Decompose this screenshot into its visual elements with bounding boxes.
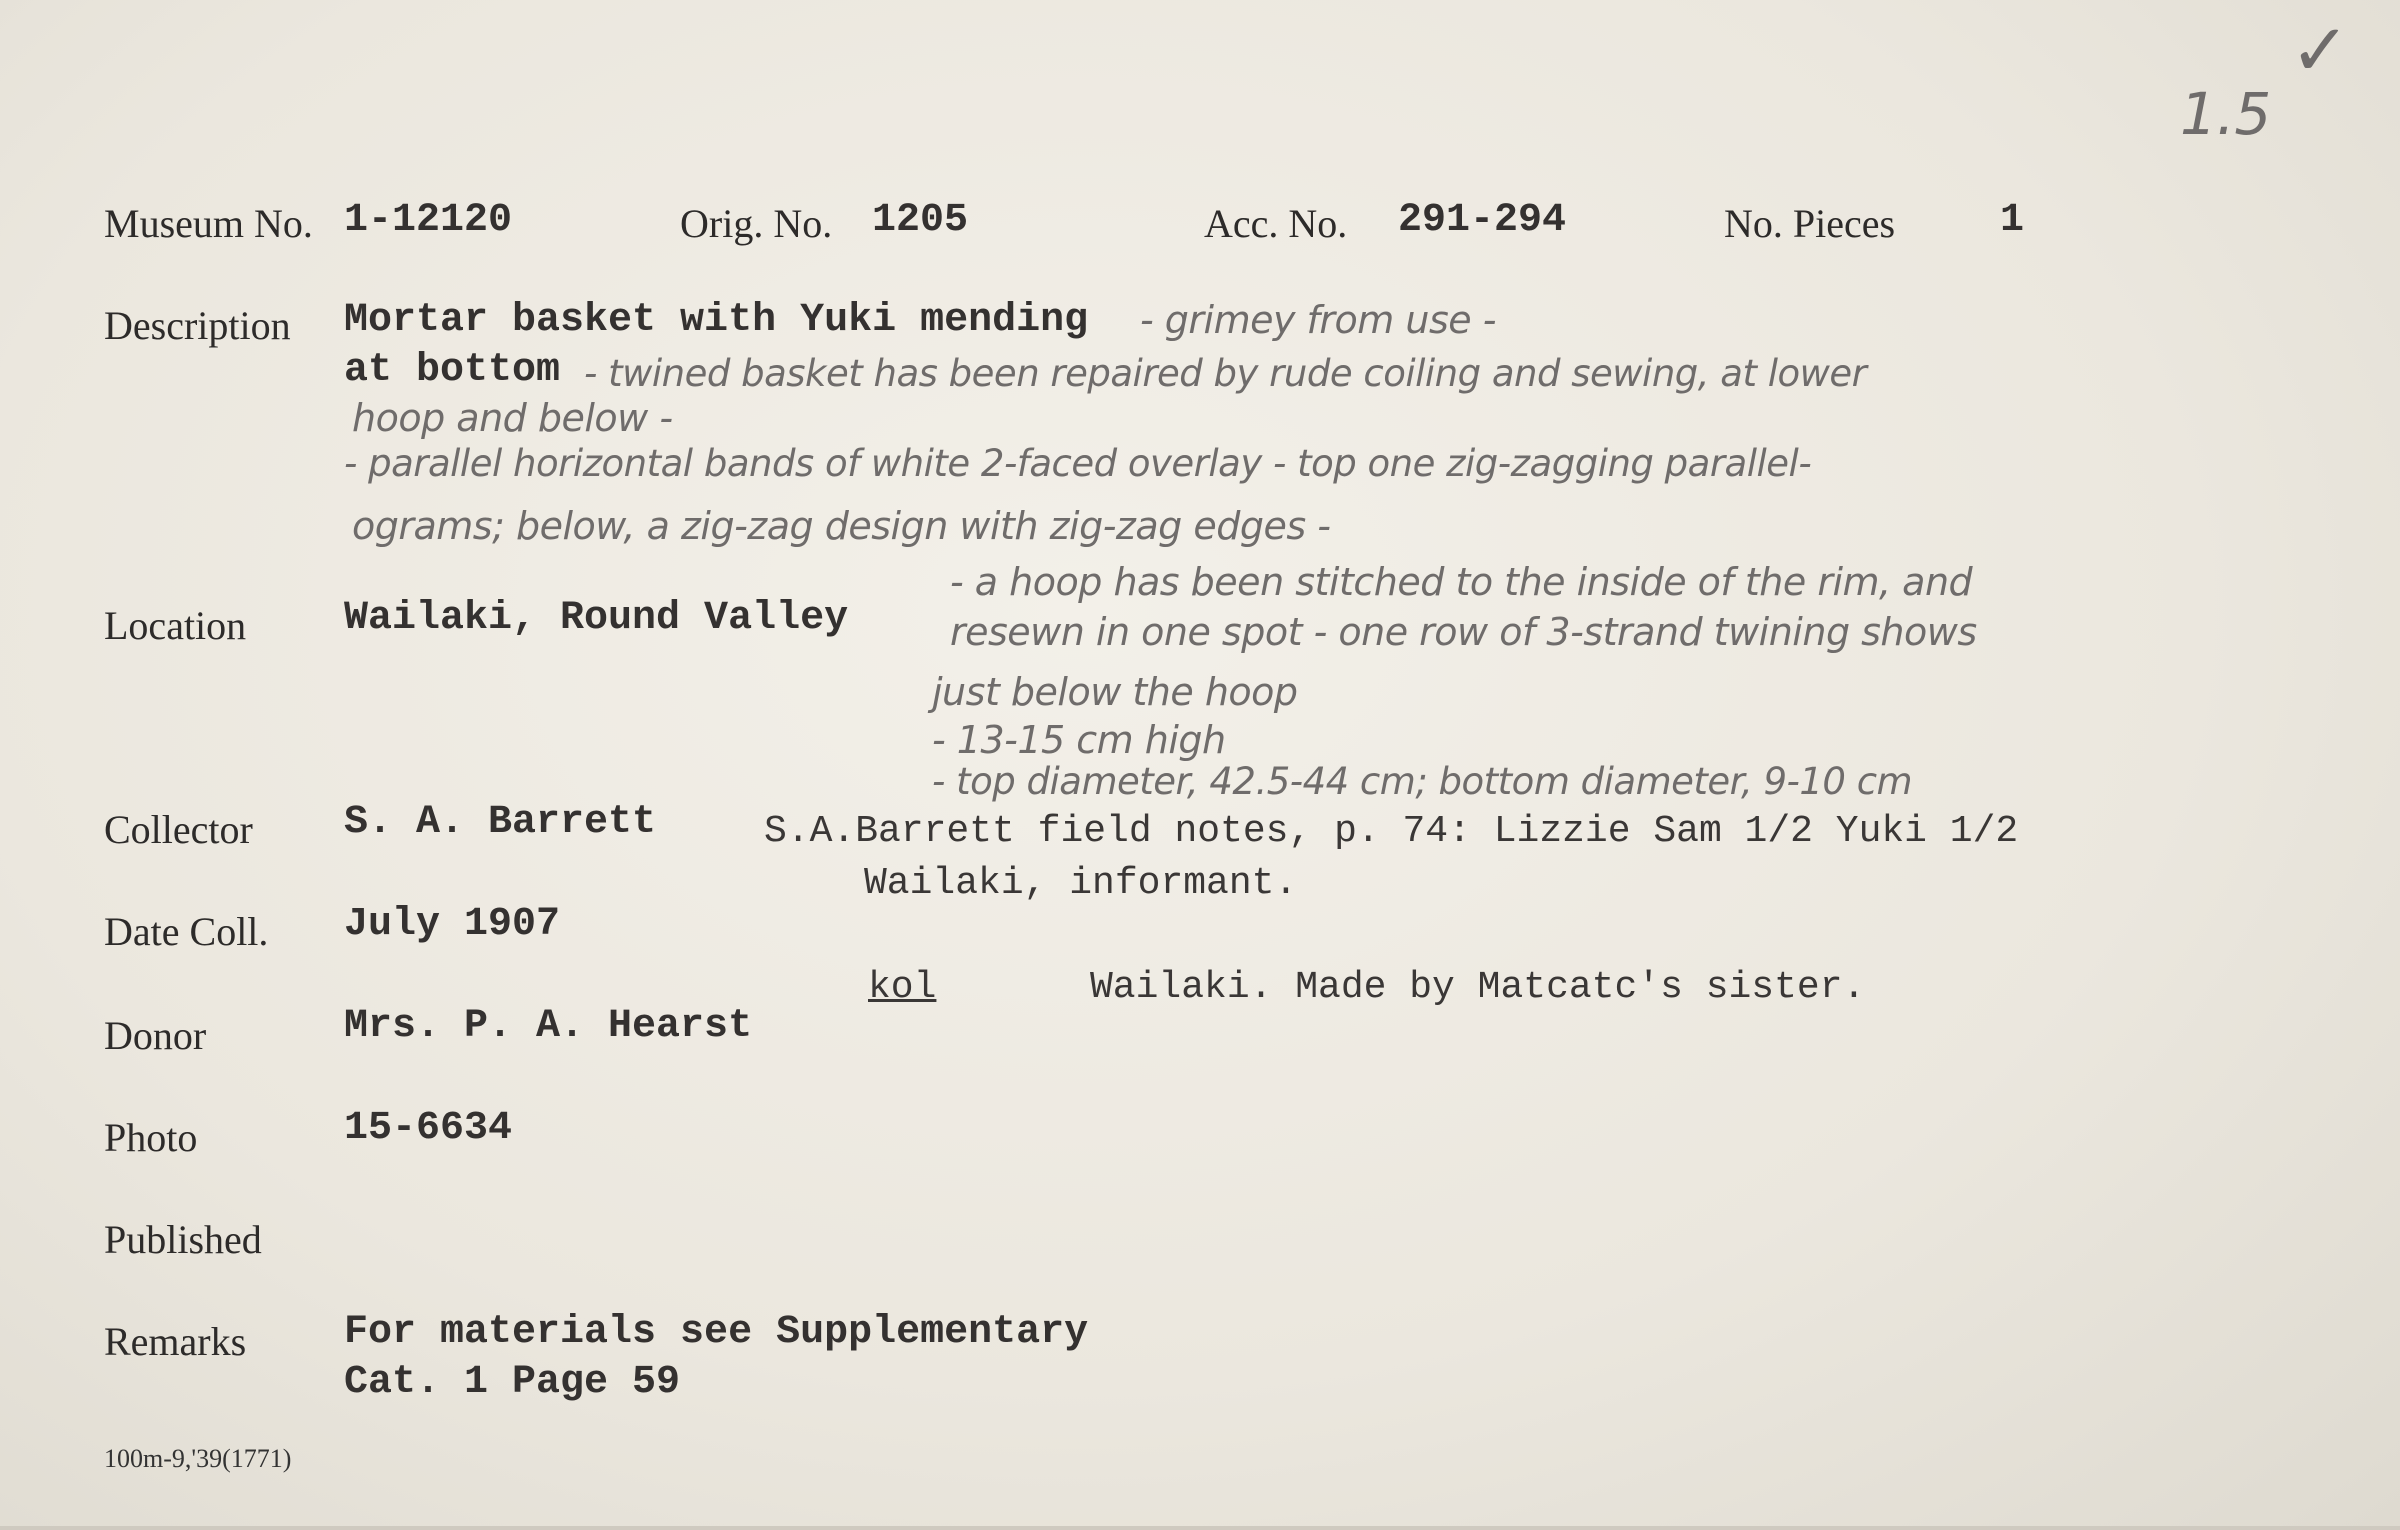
pieces-label: No. Pieces	[1724, 201, 1896, 246]
acc-no-value: 291-294	[1398, 198, 1567, 243]
field-notes-line3: Wailaki. Made by Matcatc's sister.	[1090, 966, 1866, 1009]
native-term: kol	[868, 966, 937, 1009]
check-mark: ✓	[2290, 8, 2350, 92]
published-label: Published	[104, 1217, 262, 1262]
form-code: 100m-9,'39(1771)	[104, 1444, 292, 1473]
acc-no-label: Acc. No.	[1204, 201, 1348, 246]
field-notes-line1: S.A.Barrett field notes, p. 74: Lizzie Sam 1/2 Yuki 1/2	[764, 810, 2019, 853]
location-label: Location	[104, 603, 247, 648]
description-typed-line2: at bottom	[344, 348, 561, 393]
description-note-2: - twined basket has been repaired by rude coiling and sewing, at lower	[584, 352, 1867, 395]
field-notes-line2: Wailaki, informant.	[864, 862, 1298, 905]
collector-value: S. A. Barrett	[344, 800, 657, 845]
remarks-label: Remarks	[104, 1319, 247, 1364]
description-typed-line1: Mortar basket with Yuki mending	[344, 298, 1089, 343]
photo-label: Photo	[104, 1115, 198, 1160]
description-note-6: - a hoop has been stitched to the inside of the rim, and	[950, 560, 1973, 604]
description-note-3: hoop and below -	[352, 396, 673, 440]
description-note-10: - top diameter, 42.5-44 cm; bottom diameter, 9-10 cm	[932, 760, 1913, 803]
remarks-line1: For materials see Supplementary	[344, 1310, 1089, 1355]
description-label: Description	[104, 303, 291, 348]
location-value: Wailaki, Round Valley	[344, 596, 849, 641]
museum-no-label: Museum No.	[104, 201, 313, 246]
remarks-line2: Cat. 1 Page 59	[344, 1360, 681, 1405]
description-note-9: - 13-15 cm high	[932, 718, 1226, 762]
photo-value: 15-6634	[344, 1106, 513, 1151]
orig-no-value: 1205	[872, 198, 969, 243]
date-coll-value: July 1907	[344, 902, 561, 947]
museum-no-value: 1-12120	[344, 198, 513, 243]
description-note-4: - parallel horizontal bands of white 2-faced overlay - top one zig-zagging parallel-	[344, 442, 1812, 485]
donor-label: Donor	[104, 1013, 207, 1058]
description-note-8: just below the hoop	[932, 670, 1298, 714]
collector-label: Collector	[104, 807, 253, 852]
pieces-value: 1	[2000, 198, 2025, 243]
description-note-7: resewn in one spot - one row of 3-strand twining shows	[950, 610, 1977, 654]
description-note-5: ograms; below, a zig-zag design with zig-zag edges -	[352, 504, 1331, 548]
orig-no-label: Orig. No.	[680, 201, 833, 246]
corner-number: 1.5	[2180, 80, 2271, 148]
description-note-1: - grimey from use -	[1140, 298, 1496, 342]
donor-value: Mrs. P. A. Hearst	[344, 1004, 753, 1049]
date-coll-label: Date Coll.	[104, 909, 269, 954]
